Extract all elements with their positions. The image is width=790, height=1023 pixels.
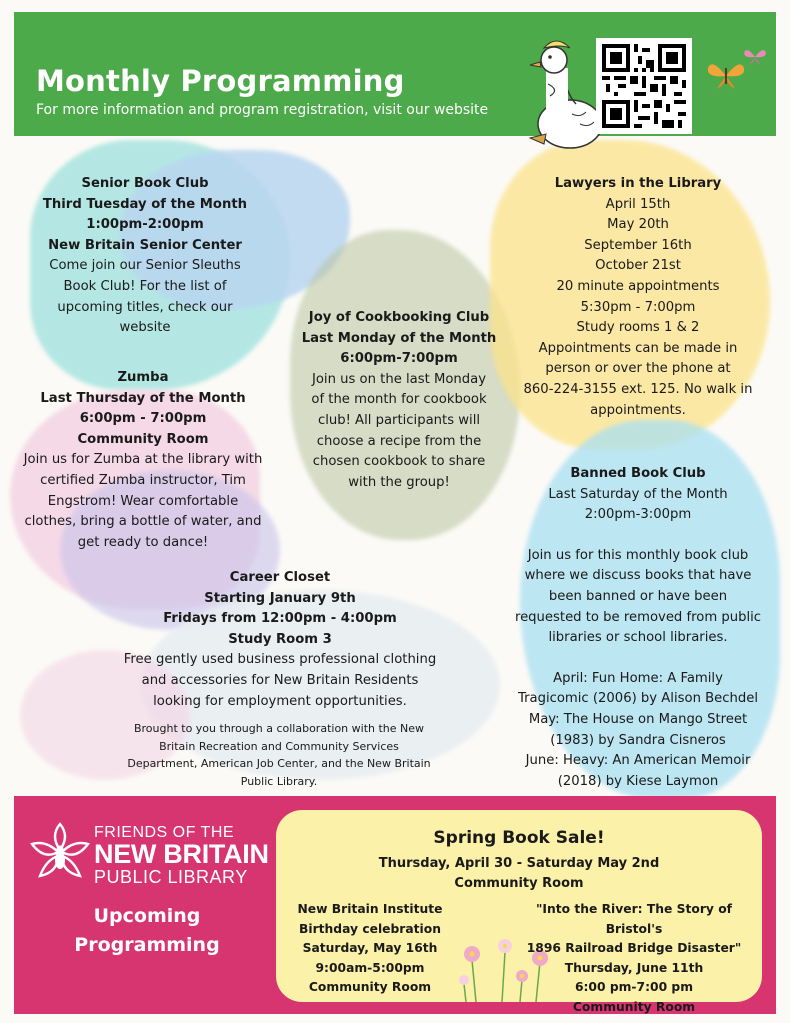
start-date: Starting January 9th <box>204 590 356 606</box>
description-line: upcoming titles, check our <box>57 299 233 315</box>
description-line: looking for employment opportunities. <box>153 693 407 709</box>
credit-line: Public Library. <box>240 774 318 788</box>
description-line: chosen cookbook to share <box>312 454 486 470</box>
date-item: April 15th <box>605 196 671 212</box>
lawyers-section <box>508 174 768 421</box>
event-line: 6:00 pm-7:00 pm <box>574 980 694 994</box>
description-line: certified Zumba instructor, Tim <box>40 472 246 488</box>
career-closet-section <box>110 568 450 712</box>
description-line: with the group! <box>348 474 450 490</box>
schedule-day: Third Tuesday of the Month <box>42 196 248 212</box>
detail-line: 20 minute appointments <box>556 278 720 294</box>
date-item: May 20th <box>607 217 669 233</box>
description-line: clothes, bring a bottle of water, and <box>24 514 262 530</box>
event-line: Birthday celebration <box>299 921 441 936</box>
description-line: choose a recipe from the <box>316 433 482 449</box>
location: New Britain Senior Center <box>48 237 242 253</box>
schedule-day: Last Monday of the Month <box>301 330 497 346</box>
schedule-day: Last Saturday of the Month <box>548 486 728 502</box>
logo-line: FRIENDS OF THE <box>94 824 235 841</box>
detail-line: 5:30pm - 7:00pm <box>580 299 696 315</box>
library-logo-icon <box>28 820 92 886</box>
detail-line: Study rooms 1 & 2 <box>576 320 700 336</box>
banned-book-club-section <box>506 464 770 792</box>
description-line: Engstrom! Wear comfortable <box>47 493 239 509</box>
section-title: Zumba <box>117 370 169 385</box>
event-line: 9:00am-5:00pm <box>315 960 425 975</box>
footer-banner <box>14 796 776 1014</box>
upcoming-line: Upcoming <box>93 905 201 927</box>
river-talk-event <box>516 900 752 1017</box>
birthday-event <box>288 900 452 998</box>
description-line: where we discuss books that have <box>524 568 752 584</box>
description-line: Book Club! For the list of <box>63 278 227 294</box>
book-sale-box <box>276 810 762 1014</box>
event-line: 1896 Railroad Bridge Disaster" <box>526 941 742 955</box>
book-line: (2018) by Kiese Laymon <box>557 773 719 789</box>
book-line: May: The House on Mango Street <box>528 711 748 727</box>
event-line: Saturday, May 16th <box>302 941 438 955</box>
description-line: requested to be removed from public <box>514 609 762 625</box>
description-line: Free gently used business professional clothing <box>123 652 437 668</box>
location: Study Room 3 <box>228 631 332 647</box>
senior-book-club-section <box>30 174 260 339</box>
schedule-time: 6:00pm - 7:00pm <box>79 411 207 427</box>
credit-line: Britain Recreation and Community Services <box>159 739 399 753</box>
description-line: Join us for this monthly book club <box>527 547 749 563</box>
sale-location: Community Room <box>454 876 584 891</box>
upcoming-line: Programming <box>74 934 220 956</box>
schedule-day: Last Thursday of the Month <box>40 390 246 406</box>
section-title: Banned Book Club <box>570 466 706 481</box>
description-line: and accessories for New Britain Residents <box>141 672 419 688</box>
detail-line: appointments. <box>590 402 686 418</box>
career-closet-credit <box>116 720 442 790</box>
description-line: Join us for Zumba at the library with <box>23 452 263 468</box>
credit-line: Brought to you through a collaboration with the New <box>133 722 425 735</box>
logo-line: PUBLIC LIBRARY <box>94 867 248 887</box>
event-line: New Britain Institute <box>297 902 443 916</box>
date-item: September 16th <box>584 237 692 253</box>
description-line: Join us on the last Monday <box>311 371 487 387</box>
event-line: Thursday, June 11th <box>564 960 704 975</box>
detail-line: Appointments can be made in <box>538 340 738 356</box>
schedule-time: Fridays from 12:00pm - 4:00pm <box>163 611 397 627</box>
event-line: Community Room <box>308 980 432 994</box>
detail-line: 860-224-3155 ext. 125. No walk in <box>523 381 753 397</box>
description-line: club! All participants will <box>317 412 481 428</box>
event-line: "Into the River: The Story of Bristol's <box>535 902 732 936</box>
detail-line: person or over the phone at <box>545 361 731 377</box>
location: Community Room <box>77 431 209 447</box>
library-logo <box>94 824 269 887</box>
butterfly-icon <box>742 46 768 68</box>
description-line: website <box>119 320 171 336</box>
qr-code-icon <box>602 44 686 128</box>
description-line: been banned or have been <box>548 588 728 604</box>
goose-illustration <box>510 34 610 154</box>
zumba-section <box>14 368 272 553</box>
sale-title: Spring Book Sale! <box>433 828 605 848</box>
upcoming-programming-label <box>72 902 222 960</box>
section-title: Lawyers in the Library <box>554 176 722 191</box>
sale-dates: Thursday, April 30 - Saturday May 2nd <box>378 856 660 871</box>
schedule-time: 6:00pm-7:00pm <box>340 351 458 367</box>
credit-line: Department, American Job Center, and the New Britain <box>127 757 431 770</box>
schedule-time: 2:00pm-3:00pm <box>584 507 692 523</box>
schedule-time: 1:00pm-2:00pm <box>86 217 204 233</box>
section-title: Joy of Cookbooking Club <box>308 310 490 325</box>
event-line: Community Room <box>572 999 696 1014</box>
page-subtitle: For more information and program registration, visit our website <box>36 102 489 118</box>
description-line: of the month for cookbook <box>311 392 487 408</box>
cookbook-club-section <box>296 308 502 493</box>
qr-code[interactable] <box>596 38 692 134</box>
page-title: Monthly Programming <box>36 64 405 98</box>
logo-line: NEW BRITAIN <box>94 839 269 869</box>
description-line: libraries or school libraries. <box>548 630 728 646</box>
book-line: (1983) by Sandra Cisneros <box>550 732 726 748</box>
book-line: June: Heavy: An American Memoir <box>525 753 751 769</box>
book-line: Tragicomic (2006) by Alison Bechdel <box>517 691 759 707</box>
date-item: October 21st <box>595 258 681 274</box>
section-title: Career Closet <box>229 570 331 585</box>
description-line: get ready to dance! <box>77 534 209 550</box>
book-line: April: Fun Home: A Family <box>553 670 723 686</box>
description-line: Come join our Senior Sleuths <box>49 258 241 274</box>
section-title: Senior Book Club <box>81 176 209 191</box>
